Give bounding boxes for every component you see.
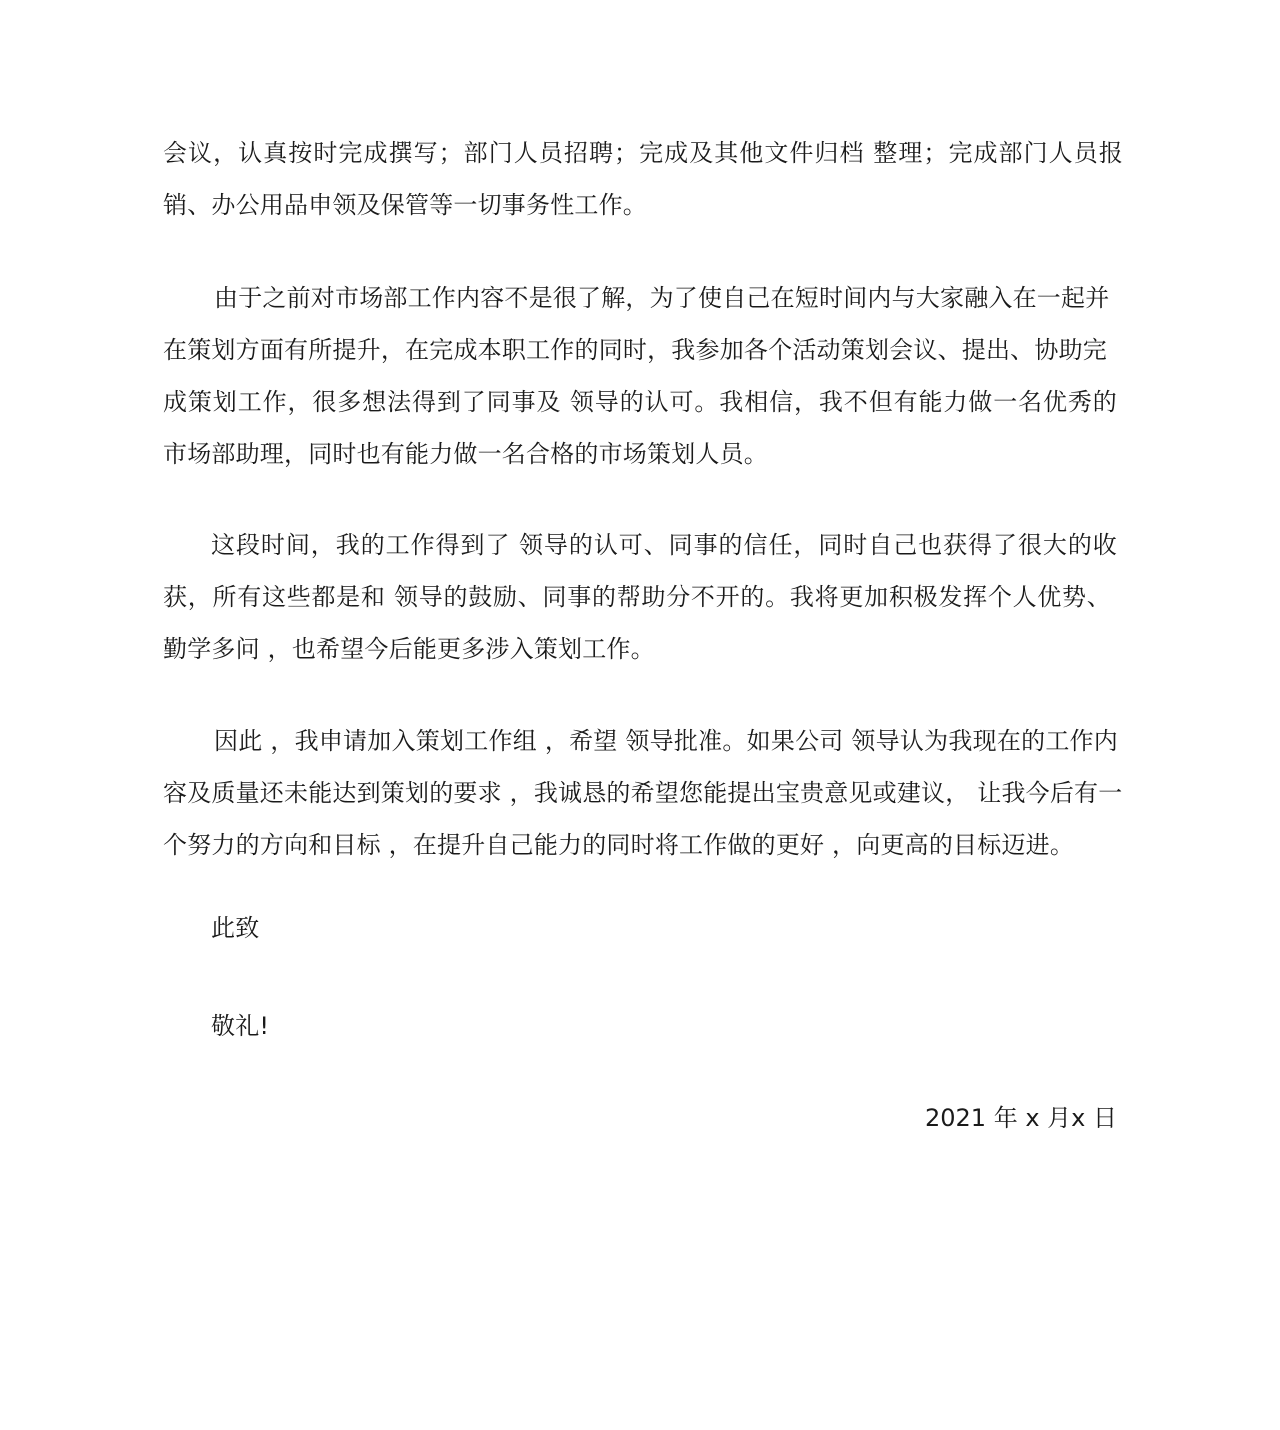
paragraph-3-line-2: 获，所有这些都是和 领导的鼓励、同事的帮助分不开的。我将更加积极发挥个人优势、 <box>163 583 1111 611</box>
letter-date: 2021 年 x 月x 日 <box>925 1104 1117 1132</box>
closing-salutation: 此致 <box>211 914 260 942</box>
paragraph-3-line-3: 勤学多问 ，也希望今后能更多涉入策划工作。 <box>163 635 655 663</box>
paragraph-2-line-1: 由于之前对市场部工作内容不是很了解，为了使自己在短时间内与大家融入在一起并 <box>214 284 1110 312</box>
paragraph-4-line-1: 因此 ，我申请加入策划工作组 ，希望 领导批准。如果公司 领导认为我现在的工作内 <box>214 727 1118 755</box>
paragraph-4-line-3: 个努力的方向和目标 ，在提升自己能力的同时将工作做的更好 ，向更高的目标迈进。 <box>163 831 1075 859</box>
paragraph-1-line-2: 销、办公用品申领及保管等一切事务性工作。 <box>163 191 647 219</box>
paragraph-4-line-2: 容及质量还未能达到策划的要求 ，我诚恳的希望您能提出宝贵意见或建议， 让我今后有一 <box>163 779 1123 807</box>
closing-regards: 敬礼! <box>211 1012 270 1040</box>
paragraph-3-line-1: 这段时间，我的工作得到了 领导的认可、同事的信任，同时自己也获得了很大的收 <box>211 531 1117 559</box>
paragraph-2-line-3: 成策划工作，很多想法得到了同事及 领导的认可。我相信，我不但有能力做一名优秀的 <box>163 388 1117 416</box>
paragraph-1-line-1: 会议，认真按时完成撰写；部门人员招聘；完成及其他文件归档 整理；完成部门人员报 <box>163 139 1123 167</box>
paragraph-2-line-2: 在策划方面有所提升，在完成本职工作的同时，我参加各个活动策划会议、提出、协助完 <box>163 336 1107 364</box>
paragraph-2-line-4: 市场部助理，同时也有能力做一名合格的市场策划人员。 <box>163 440 768 468</box>
